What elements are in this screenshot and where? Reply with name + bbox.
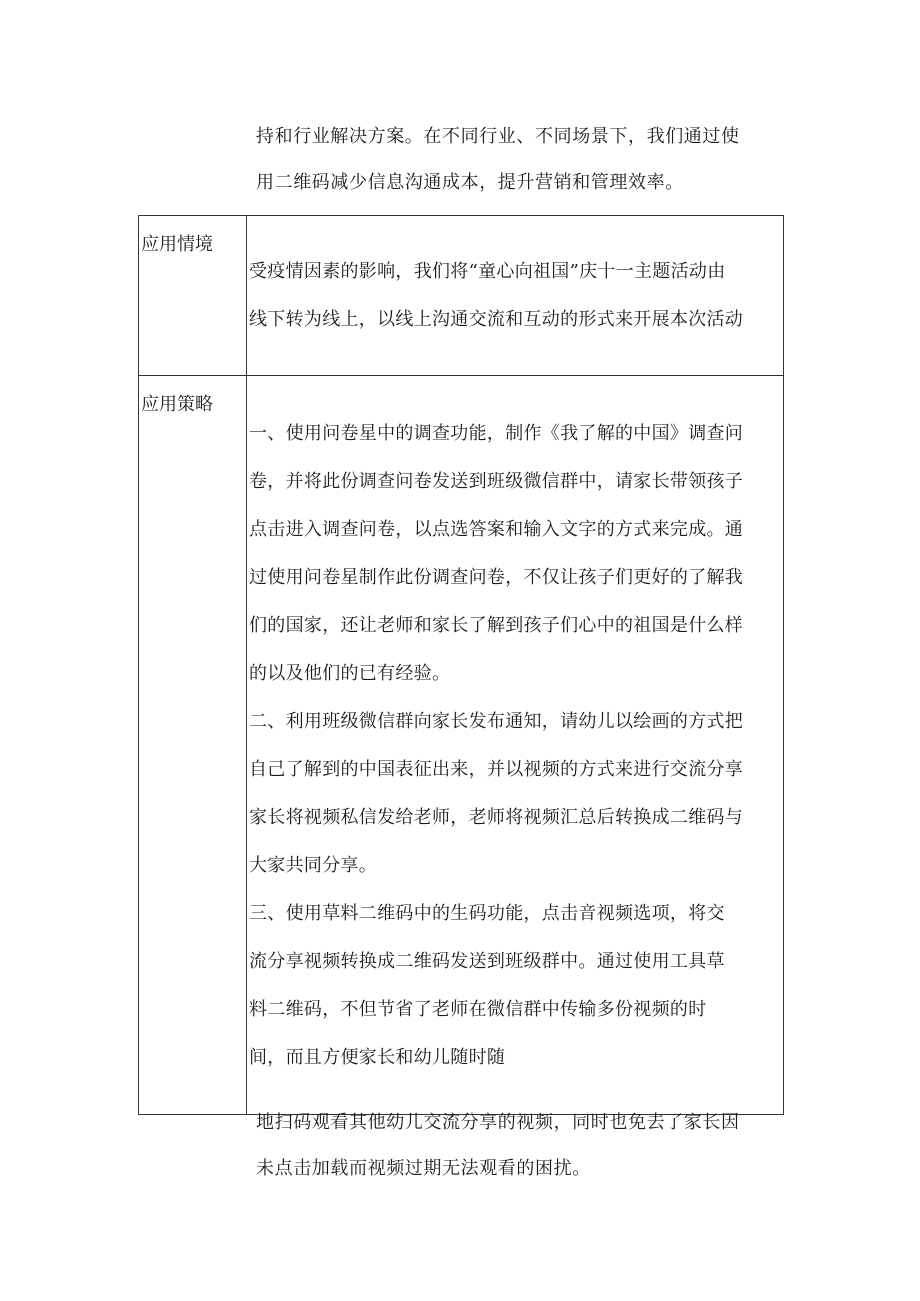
table-row-context <box>139 216 784 376</box>
paragraph-line: 未点击加载而视频过期无法观看的困扰。 <box>256 1158 591 1179</box>
content-line: 卷，并将此份调查问卷发送到班级微信群中，请家长带领孩子 <box>249 471 744 492</box>
row-label-strategy: 应用策略 <box>139 376 247 1115</box>
content-line: 自己了解到的中国表征出来，并以视频的方式来进行交流分享 <box>249 759 744 780</box>
content-line: 受疫情因素的影响，我们将“童心向祖国”庆十一主题活动由 <box>249 261 726 282</box>
content-line: 一、使用问卷星中的调查功能，制作《我了解的中国》调查问 <box>249 423 744 444</box>
content-line: 点击进入调查问卷，以点选答案和输入文字的方式来完成。通 <box>249 519 744 540</box>
content-line: 们的国家，还让老师和家长了解到孩子们心中的祖国是什么样 <box>249 615 744 636</box>
table-row-strategy <box>139 376 784 1115</box>
content-line: 过使用问卷星制作此份调查问卷，不仅让孩子们更好的了解我 <box>249 567 744 588</box>
paragraph-line: 持和行业解决方案。在不同行业、不同场景下，我们通过使 <box>256 126 740 147</box>
content-line: 料二维码，不但节省了老师在微信群中传输多份视频的时 <box>249 999 707 1020</box>
bottom-paragraph <box>256 1100 796 1192</box>
content-line: 线下转为线上，以线上沟通交流和互动的形式来开展本次活动 <box>249 309 744 330</box>
content-line: 三、使用草料二维码中的生码功能，点击音视频选项，将交 <box>249 903 725 924</box>
row-content-context <box>247 216 784 376</box>
row-label-context: 应用情境 <box>139 216 247 376</box>
content-line: 大家共同分享。 <box>249 855 378 876</box>
row-content-strategy <box>247 376 784 1115</box>
paragraph-line: 用二维码减少信息沟通成本，提升营销和管理效率。 <box>256 172 684 193</box>
content-line: 的以及他们的已有经验。 <box>249 663 451 684</box>
content-line: 流分享视频转换成二维码发送到班级群中。通过使用工具草 <box>249 951 725 972</box>
paragraph-line: 地扫码观看其他幼儿交流分享的视频，同时也免去了家长因 <box>256 1112 740 1133</box>
content-line: 家长将视频私信发给老师，老师将视频汇总后转换成二维码与 <box>249 807 744 828</box>
content-line: 间，而且方便家长和幼儿随时随 <box>249 1047 506 1068</box>
content-line: 二、利用班级微信群向家长发布通知，请幼儿以绘画的方式把 <box>249 711 744 732</box>
top-paragraph <box>256 114 796 206</box>
application-table <box>138 215 784 1115</box>
